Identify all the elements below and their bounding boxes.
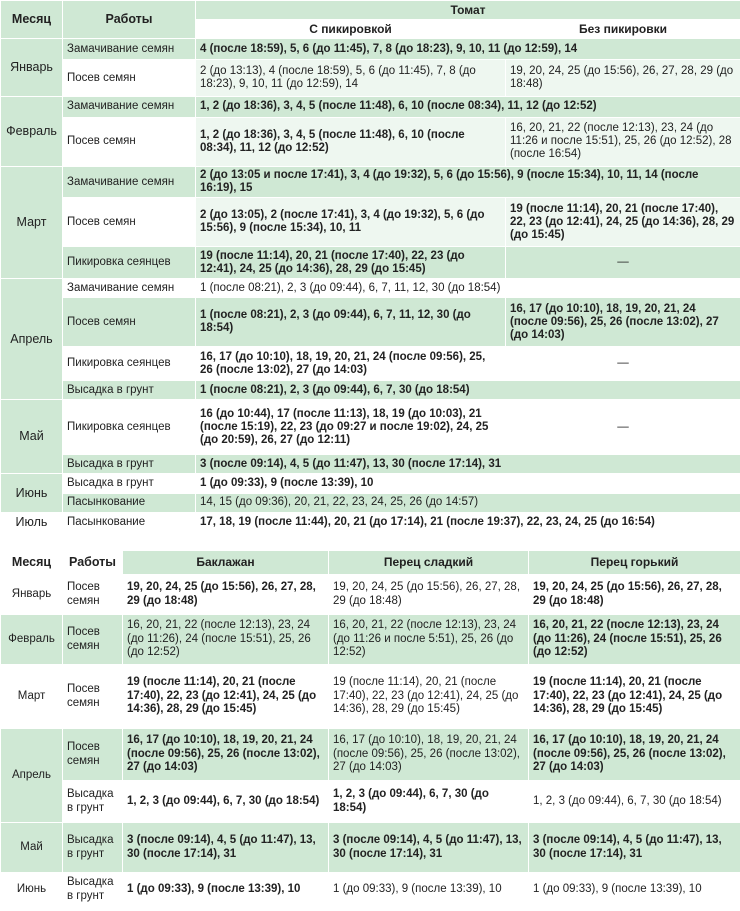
date-cell: 1, 2, 3 (до 09:44), 6, 7, 30 (до 18:54): [529, 781, 740, 823]
work-cell: Высадка в грунт: [63, 781, 123, 823]
date-cell: 16, 20, 21, 22 (после 12:13), 23, 24 (до 11:26), 24 (после 15:51), 25, 26 (до 12:52): [529, 615, 740, 665]
month-cell: Февраль: [1, 615, 63, 665]
month-cell: Май: [1, 823, 63, 873]
date-cell: 2 (до 13:05 и после 17:41), 3, 4 (до 19:32), 5, 6 (до 15:56), 9 (после 15:34), 10, 11, 14 (после 16:19), 15: [196, 166, 740, 198]
month-cell: Февраль: [1, 96, 63, 166]
month-header: Месяц: [1, 1, 63, 39]
date-cell: 16, 20, 21, 22 (после 12:13), 23, 24 (до 11:26 и после 15:51), 25, 26 (до 12:52), 28 (после 16:54): [506, 117, 740, 166]
work-cell: Посев семян: [63, 298, 196, 347]
work-header: Работы: [63, 1, 196, 39]
month-cell: Апрель: [1, 729, 63, 823]
month-cell: Январь: [1, 39, 63, 96]
work-cell: Замачивание семян: [63, 96, 196, 117]
date-cell: 19, 20, 24, 25 (до 15:56), 26, 27, 28, 29 (до 18:48): [506, 60, 740, 96]
work-cell: Посев семян: [63, 729, 123, 781]
work-cell: Замачивание семян: [63, 279, 196, 298]
date-cell: 4 (после 18:59), 5, 6 (до 11:45), 7, 8 (до 18:23), 9, 10, 11 (до 12:59), 14: [196, 39, 740, 60]
month-cell: Апрель: [1, 279, 63, 400]
date-cell: 16, 17 (до 10:10), 18, 19, 20, 21, 24 (после 09:56), 25, 26 (после 13:02), 27 (до 14:03): [529, 729, 740, 781]
month-cell: Март: [1, 166, 63, 279]
date-cell: 19 (после 11:14), 20, 21 (после 17:40), 22, 23 (до 12:41), 24, 25 (до 14:36), 28, 29 (до 15:45): [506, 198, 740, 247]
month-cell: Март: [1, 665, 63, 729]
date-cell: 1 (до 09:33), 9 (после 13:39), 10: [196, 474, 740, 493]
date-cell: 3 (после 09:14), 4, 5 (до 11:47), 13, 30 (после 17:14), 31: [123, 823, 329, 873]
date-cell: —: [506, 347, 740, 381]
date-cell: 1 (после 08:21), 2, 3 (до 09:44), 6, 7, 11, 12, 30 (до 18:54): [196, 279, 740, 298]
date-cell: —: [506, 400, 740, 455]
date-cell: 19, 20, 24, 25 (до 15:56), 26, 27, 28, 29 (до 18:48): [123, 575, 329, 615]
date-cell: 3 (после 09:14), 4, 5 (до 11:47), 13, 30 (после 17:14), 31: [196, 455, 740, 474]
month-cell: Январь: [1, 575, 63, 615]
date-cell: 16, 17 (до 10:10), 18, 19, 20, 21, 24 (после 09:56), 25, 26 (после 13:02), 27 (до 14:03): [123, 729, 329, 781]
date-cell: 19 (после 11:14), 20, 21 (после 17:40), 22, 23 (до 12:41), 24, 25 (до 14:36), 28, 29 (до 15:45): [529, 665, 740, 729]
date-cell: 1, 2, 3 (до 09:44), 6, 7, 30 (до 18:54): [329, 781, 529, 823]
date-cell: 1, 2 (до 18:36), 3, 4, 5 (после 11:48), 6, 10 (после 08:34), 11, 12 (до 12:52): [196, 117, 506, 166]
crop-header: Томат: [196, 1, 740, 20]
date-cell: 1 (после 08:21), 2, 3 (до 09:44), 6, 7, 11, 12, 30 (до 18:54): [196, 298, 506, 347]
date-cell: 19 (после 11:14), 20, 21 (после 17:40), 22, 23 (до 12:41), 24, 25 (до 14:36), 28, 29 (до 15:45): [123, 665, 329, 729]
month-cell: Июнь: [1, 873, 63, 907]
work-cell: Пикировка сеянцев: [63, 347, 196, 381]
date-cell: 1, 2, 3 (до 09:44), 6, 7, 30 (до 18:54): [123, 781, 329, 823]
month-cell: Июнь: [1, 474, 63, 512]
work-cell: Пикировка сеянцев: [63, 247, 196, 279]
work-cell: Замачивание семян: [63, 39, 196, 60]
date-cell: 14, 15 (до 09:36), 20, 21, 22, 23, 24, 25, 26 (до 14:57): [196, 493, 740, 512]
work-cell: Замачивание семян: [63, 166, 196, 198]
date-cell: 1 (до 09:33), 9 (после 13:39), 10: [529, 873, 740, 907]
date-cell: 16, 17 (до 10:10), 18, 19, 20, 21, 24 (после 09:56), 25, 26 (после 13:02), 27 (до 14:03): [506, 298, 740, 347]
work-cell: Посев семян: [63, 575, 123, 615]
date-cell: 17, 18, 19 (после 11:44), 20, 21 (до 17:14), 21 (после 19:37), 22, 23, 24, 25 (до 16:54): [196, 512, 740, 533]
month-cell: Июль: [1, 512, 63, 533]
work-cell: Пасынкование: [63, 512, 196, 533]
date-cell: 3 (после 09:14), 4, 5 (до 11:47), 13, 30 (после 17:14), 31: [529, 823, 740, 873]
work-cell: Высадка в грунт: [63, 873, 123, 907]
date-cell: 16 (до 10:44), 17 (после 11:13), 18, 19 (до 10:03), 21 (после 15:19), 22, 23 (до 09:27 и после 19:02), 24, 25 (до 20:59), 26, 27 (до 12:11): [196, 400, 506, 455]
date-cell: 2 (до 13:05), 2 (после 17:41), 3, 4 (до 19:32), 5, 6 (до 15:56), 9 (после 15:34), 10, 11: [196, 198, 506, 247]
pepper-eggplant-table: [0, 550, 740, 907]
date-cell: 16, 20, 21, 22 (после 12:13), 23, 24 (до 11:26), 24 (после 15:51), 25, 26 (до 12:52): [123, 615, 329, 665]
date-cell: 1 (до 09:33), 9 (после 13:39), 10: [123, 873, 329, 907]
date-cell: 19 (после 11:14), 20, 21 (после 17:40), 22, 23 (до 12:41), 24, 25 (до 14:36), 28, 29 (до 15:45): [196, 247, 506, 279]
work-cell: Высадка в грунт: [63, 455, 196, 474]
work-cell: Пикировка сеянцев: [63, 400, 196, 455]
date-cell: 16, 20, 21, 22 (после 12:13), 23, 24 (до 11:26 и после 5:51), 25, 26 (до 12:52): [329, 615, 529, 665]
date-cell: 19 (после 11:14), 20, 21 (после 17:40), 22, 23 (до 12:41), 24, 25 (до 14:36), 28, 29 (до 15:45): [329, 665, 529, 729]
date-cell: 16, 17 (до 10:10), 18, 19, 20, 21, 24 (после 09:56), 25, 26 (после 13:02), 27 (до 14:03): [329, 729, 529, 781]
work-cell: Посев семян: [63, 117, 196, 166]
date-cell: 2 (до 13:13), 4 (после 18:59), 5, 6 (до 11:45), 7, 8 (до 18:23), 9, 10, 11 (до 12:59), 14: [196, 60, 506, 96]
month-header: Месяц: [1, 551, 63, 575]
date-cell: 3 (после 09:14), 4, 5 (до 11:47), 13, 30 (после 17:14), 31: [329, 823, 529, 873]
work-header: Работы: [63, 551, 123, 575]
date-cell: 1 (до 09:33), 9 (после 13:39), 10: [329, 873, 529, 907]
work-cell: Высадка в грунт: [63, 474, 196, 493]
sub-header-pick: С пикировкой: [196, 20, 506, 39]
sub-header-nopick: Без пикировки: [506, 20, 740, 39]
crop-header-sweet-pepper: Перец сладкий: [329, 551, 529, 575]
work-cell: Посев семян: [63, 60, 196, 96]
date-cell: 16, 17 (до 10:10), 18, 19, 20, 21, 24 (после 09:56), 25, 26 (после 13:02), 27 (до 14:03): [196, 347, 506, 381]
date-cell: 1, 2 (до 18:36), 3, 4, 5 (после 11:48), 6, 10 (после 08:34), 11, 12 (до 12:52): [196, 96, 740, 117]
crop-header-eggplant: Баклажан: [123, 551, 329, 575]
work-cell: Высадка в грунт: [63, 381, 196, 400]
date-cell: 1 (после 08:21), 2, 3 (до 09:44), 6, 7, 30 (до 18:54): [196, 381, 740, 400]
month-cell: Май: [1, 400, 63, 474]
crop-header-hot-pepper: Перец горький: [529, 551, 740, 575]
date-cell: 19, 20, 24, 25 (до 15:56), 26, 27, 28, 29 (до 18:48): [529, 575, 740, 615]
work-cell: Посев семян: [63, 198, 196, 247]
work-cell: Посев семян: [63, 665, 123, 729]
date-cell: —: [506, 247, 740, 279]
date-cell: 19, 20, 24, 25 (до 15:56), 26, 27, 28, 29 (до 18:48): [329, 575, 529, 615]
work-cell: Посев семян: [63, 615, 123, 665]
work-cell: Высадка в грунт: [63, 823, 123, 873]
work-cell: Пасынкование: [63, 493, 196, 512]
